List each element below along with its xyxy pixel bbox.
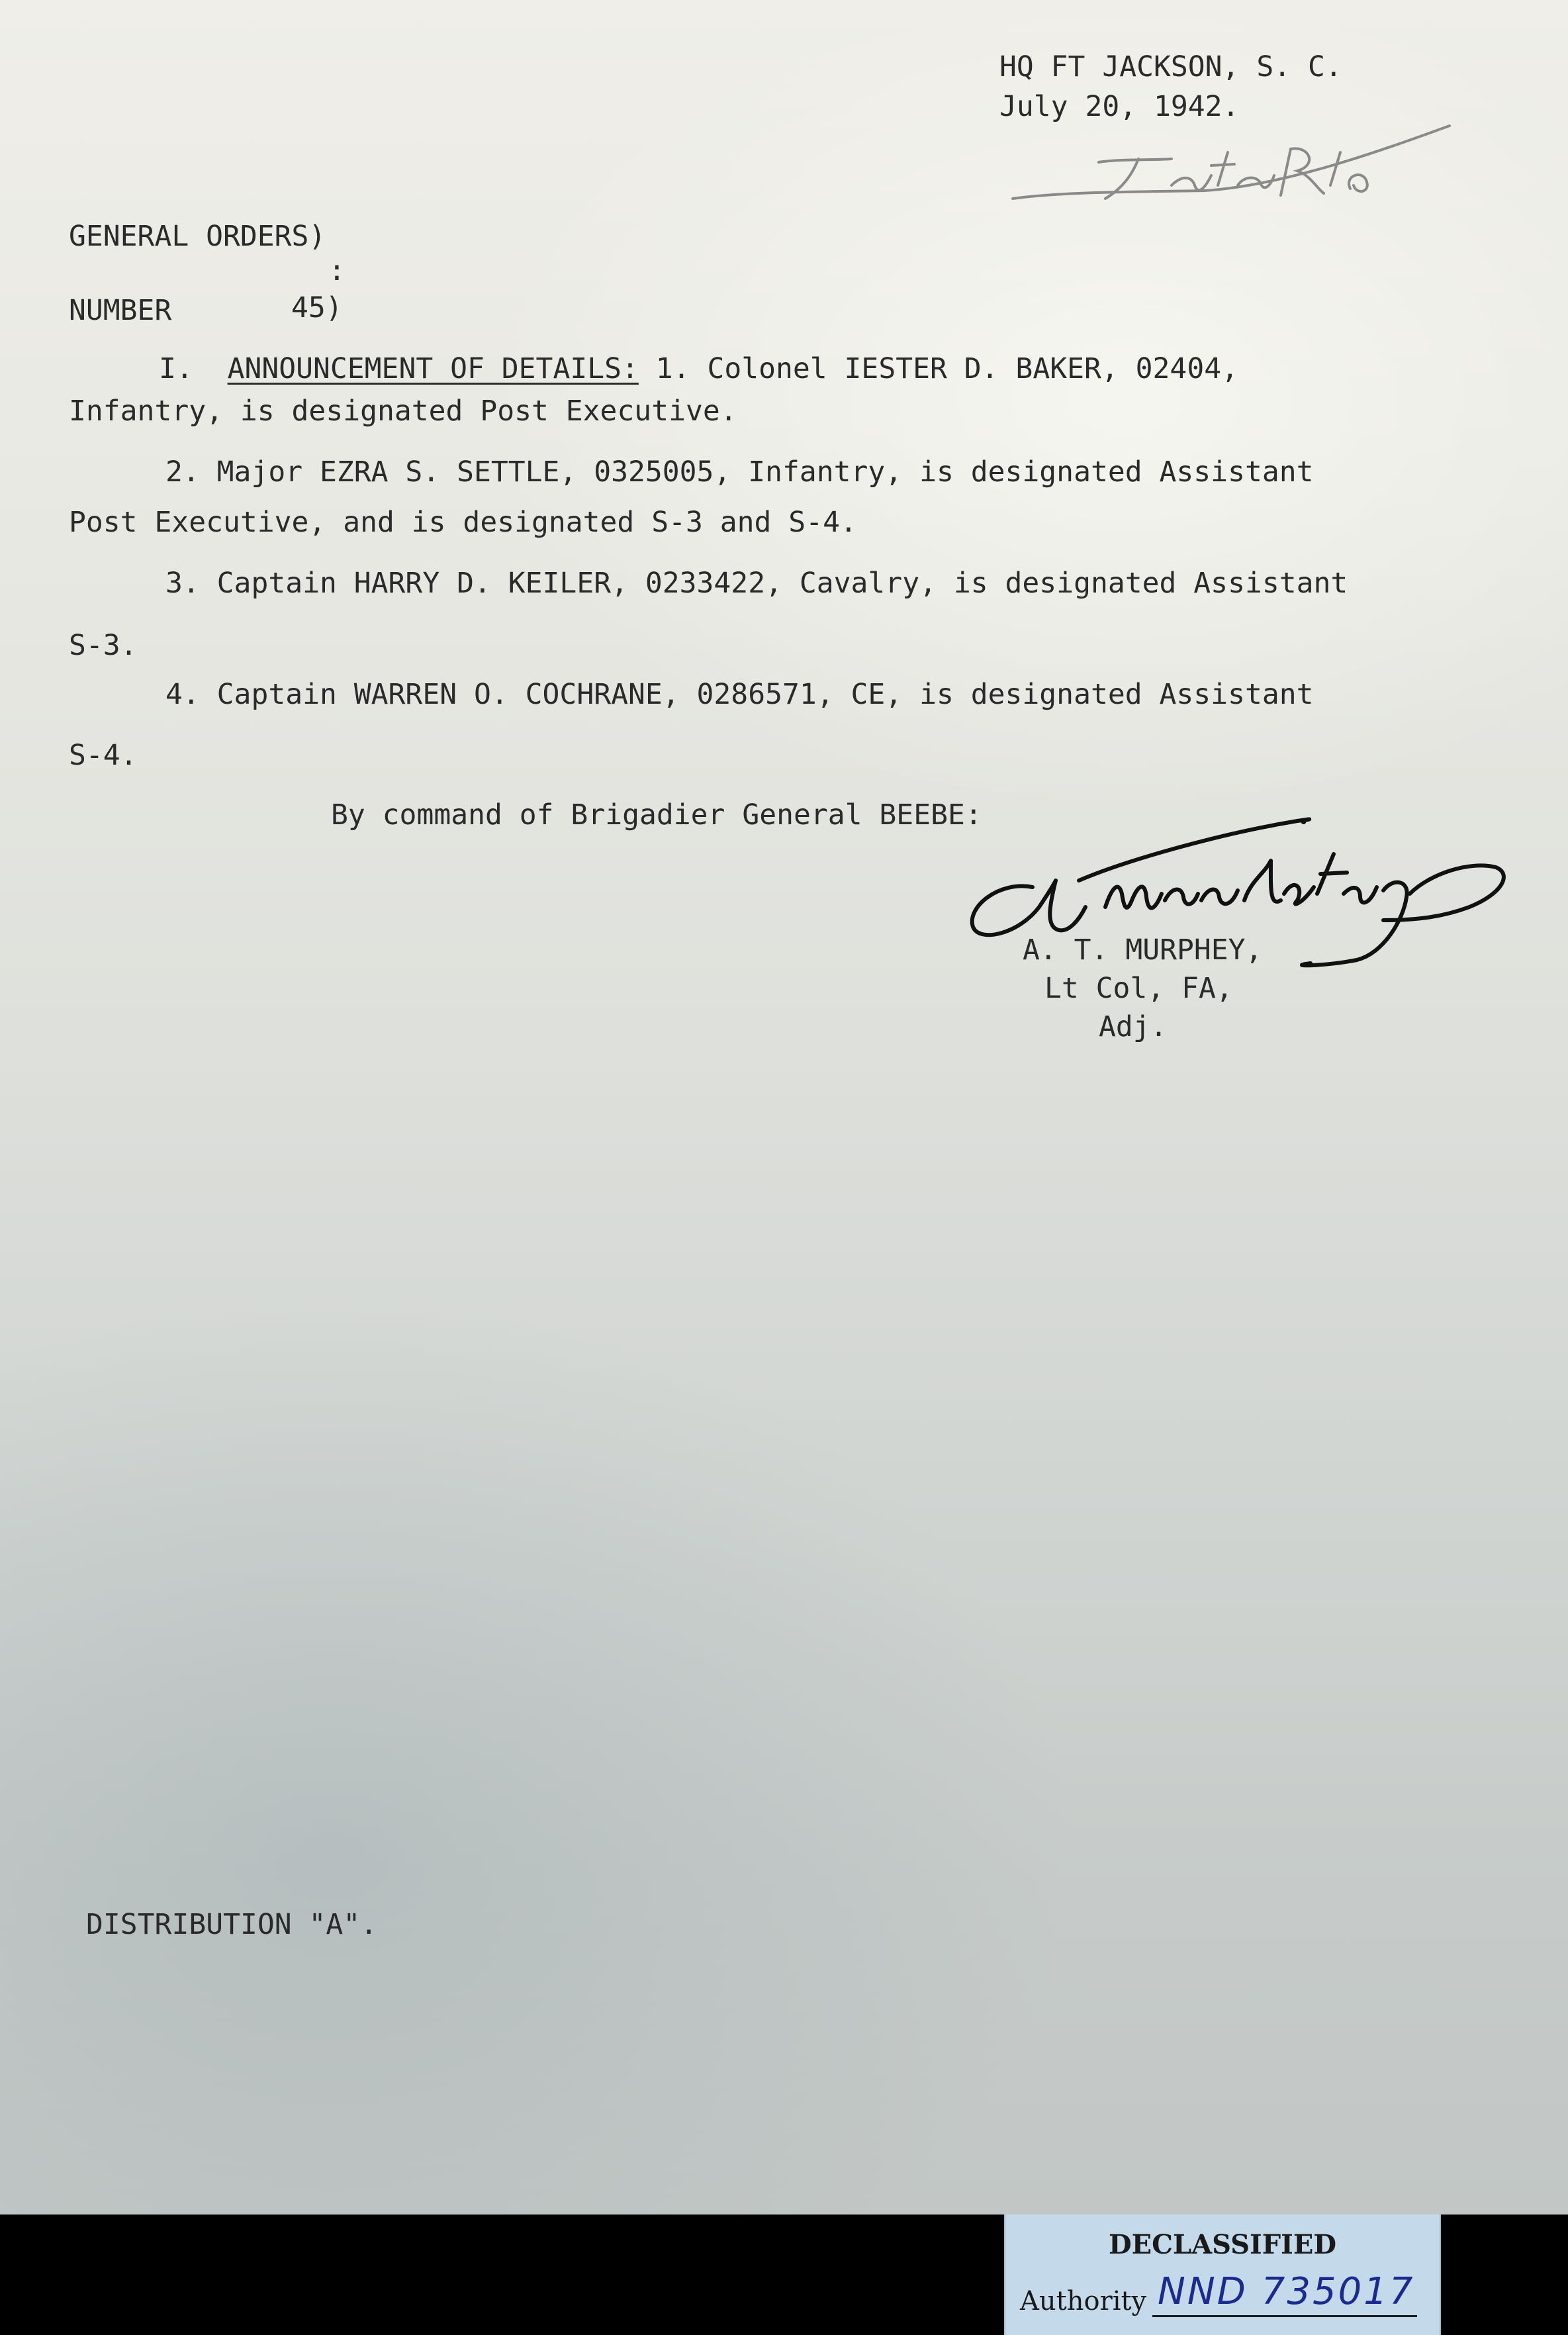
paragraph-3-line-1: 3. Captain HARRY D. KEILER, 0233422, Cavalry, is designated Assistant [165, 567, 1348, 600]
paragraph-2-line-2: Post Executive, and is designated S-3 and S-4. [69, 506, 857, 539]
distribution: DISTRIBUTION "A". [86, 1908, 378, 1941]
paragraph-4-line-2: S-4. [69, 739, 138, 772]
general-orders-label: GENERAL ORDERS) [69, 220, 326, 253]
command-line: By command of Brigadier General BEEBE: [331, 798, 982, 832]
announcement-heading: ANNOUNCEMENT OF DETAILS: [227, 352, 639, 385]
signer-name: A. T. MURPHEY, [1023, 933, 1263, 967]
order-colon: : [328, 254, 346, 287]
signer-title: Adj. [1099, 1010, 1168, 1043]
paragraph-1-roman: I. [159, 352, 193, 385]
declassified-title: DECLASSIFIED [1108, 2229, 1337, 2260]
authority-underline [1152, 2315, 1417, 2317]
number-value: 45) [291, 291, 343, 324]
paragraph-4-line-1: 4. Captain WARREN O. COCHRANE, 0286571, CE, is designated Assistant [165, 678, 1314, 711]
header-date: July 20, 1942. [999, 90, 1240, 123]
paragraph-2-line-1: 2. Major EZRA S. SETTLE, 0325005, Infantry, is designated Assistant [165, 455, 1314, 489]
number-label: NUMBER [69, 294, 172, 327]
paragraph-3-line-2: S-3. [69, 629, 138, 662]
header-location: HQ FT JACKSON, S. C. [999, 50, 1342, 83]
authority-value: NND 735017 [1158, 2270, 1415, 2313]
declassified-stamp [1004, 2215, 1441, 2335]
paragraph-1-text: 1. Colonel IESTER D. BAKER, 02404, [638, 352, 1238, 385]
authority-label: Authority [1020, 2286, 1147, 2316]
paragraph-1-line-1 [159, 352, 1238, 385]
paragraph-1-line-2: Infantry, is designated Post Executive. [69, 395, 737, 428]
pencil-file-mark [1006, 113, 1456, 225]
signer-rank: Lt Col, FA, [1044, 972, 1233, 1005]
